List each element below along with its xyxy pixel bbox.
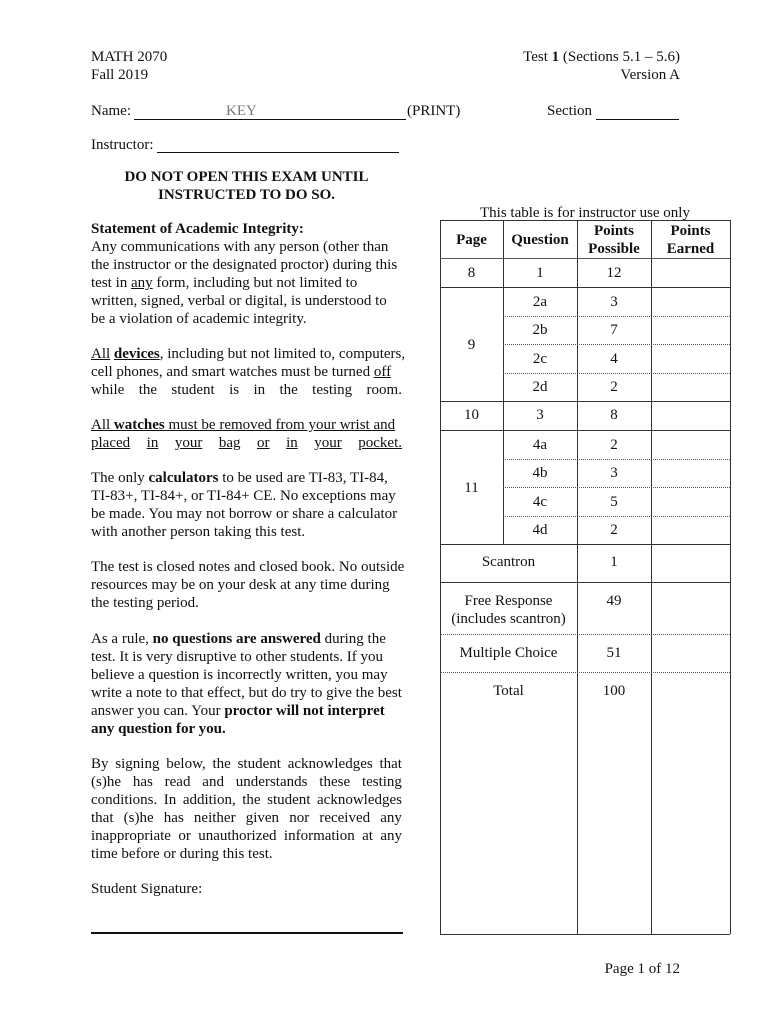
instructor-field[interactable]: [157, 152, 399, 153]
points-cell: 7: [610, 322, 618, 338]
rule-line: any question for you.: [91, 721, 226, 737]
page-cell: 10: [464, 407, 479, 423]
earned-total-cell[interactable]: [652, 673, 730, 933]
points-cell: 4: [610, 351, 618, 367]
header-question: Question: [511, 232, 569, 248]
word: in: [253, 382, 266, 398]
text: to be used are TI-83, TI-84,: [218, 470, 388, 486]
word: neither: [193, 810, 236, 826]
word: student: [171, 382, 215, 398]
warning-line-1: DO NOT OPEN THIS EXAM UNTIL: [124, 169, 369, 185]
word: that: [379, 756, 402, 772]
print-label: (PRINT): [407, 103, 461, 119]
devices-line: [91, 363, 402, 381]
question-cell: 4a: [532, 437, 548, 453]
word: below,: [166, 756, 206, 772]
calculators-line: be made. You may not borrow or share a calculator: [91, 506, 398, 522]
integrity-line: [91, 274, 402, 292]
row-divider: [503, 316, 730, 317]
word: understands: [235, 774, 308, 790]
calculators-paragraph: [91, 469, 402, 541]
word: received: [319, 810, 371, 826]
text: The only: [91, 470, 149, 486]
section-field[interactable]: [596, 119, 679, 120]
earned-cell[interactable]: [652, 259, 730, 287]
rule-line: write a note to that effect, but do try to give the best: [91, 685, 402, 701]
closed-book-paragraph: [91, 558, 405, 612]
points-cell: 5: [610, 494, 618, 510]
word: acknowledges: [317, 792, 402, 808]
word: read: [164, 774, 191, 790]
question-cell: 1: [536, 265, 544, 281]
summary-points: 51: [606, 645, 622, 661]
devices-rest: , including but not limited to, computers,: [159, 346, 406, 362]
integrity-line: written, signed, verbal or digital, is understood to: [91, 293, 387, 309]
word: In: [163, 792, 177, 808]
summary-label: Total: [493, 683, 524, 699]
devices-word: devices: [113, 346, 160, 362]
word: testing: [312, 382, 353, 398]
word: nor: [289, 810, 310, 826]
bold-text: proctor will not interpret: [224, 703, 385, 719]
points-cell: 3: [610, 294, 618, 310]
word: acknowledges: [287, 756, 373, 772]
watches-line: [91, 434, 402, 452]
signing-line: [91, 773, 402, 791]
test-number: 1: [551, 49, 560, 65]
question-cell: 2b: [532, 322, 548, 338]
watches-line: [91, 416, 402, 434]
course-code: MATH 2070: [91, 49, 168, 65]
question-cell: 4c: [532, 494, 548, 510]
points-cell: 8: [610, 407, 618, 423]
page-number: Page 1 of 12: [604, 961, 680, 977]
test-sections: (Sections 5.1 – 5.6): [559, 49, 680, 65]
calculators-line: with another person taking this test.: [91, 524, 306, 540]
integrity-line: be a violation of academic integrity.: [91, 311, 307, 327]
devices-paragraph: [91, 345, 406, 399]
word: that: [91, 810, 114, 826]
watches-all: All: [91, 417, 114, 433]
word: and: [202, 774, 224, 790]
word: is: [229, 382, 240, 398]
word: (s)he: [123, 810, 154, 826]
closed-line: The test is closed notes and closed book. No outside: [91, 559, 405, 575]
word: these: [319, 774, 351, 790]
watches-word: watches: [113, 417, 165, 433]
summary-label: Multiple Choice: [459, 645, 558, 661]
signing-line: [91, 755, 402, 773]
word: or: [178, 828, 191, 844]
signing-line: [91, 809, 402, 827]
word: the: [242, 792, 261, 808]
text: answer you can. Your: [91, 703, 225, 719]
page-cell: 8: [467, 265, 476, 281]
summary-label: Scantron: [481, 554, 536, 570]
signature-label: Student Signature:: [91, 881, 203, 897]
rule-line: [91, 702, 402, 720]
points-cell: 3: [610, 465, 618, 481]
word: room.: [366, 382, 402, 398]
row-divider: [440, 401, 730, 402]
text: during the: [320, 631, 386, 647]
signing-line: time before or during this test.: [91, 846, 273, 862]
word: testing: [361, 774, 402, 790]
word: conditions.: [91, 792, 158, 808]
row-divider: [440, 287, 730, 288]
test-in-text: test in: [91, 275, 131, 291]
row-divider: [503, 373, 730, 374]
header-possible-2: Possible: [588, 241, 640, 257]
word: while: [91, 382, 125, 398]
text: As a rule,: [91, 631, 153, 647]
word: student: [237, 756, 281, 772]
word: inappropriate: [91, 828, 171, 844]
integrity-heading: Statement of Academic Integrity:: [91, 221, 304, 237]
points-cell: 2: [610, 379, 618, 395]
question-cell: 4b: [532, 465, 548, 481]
watches-rest: must be removed from your wrist and: [164, 417, 396, 433]
bold-text: no questions are answered: [152, 631, 321, 647]
table-caption: This table is for instructor use only: [480, 205, 690, 221]
word: information: [283, 828, 355, 844]
row-divider: [440, 544, 730, 545]
question-cell: 2c: [532, 351, 548, 367]
test-title: [523, 48, 680, 66]
header-page: Page: [456, 232, 487, 248]
header-possible-1: Points: [593, 223, 634, 239]
word: or: [257, 435, 270, 451]
signing-paragraph: [91, 755, 402, 863]
section-label: Section: [547, 103, 592, 119]
word: at: [362, 828, 373, 844]
name-field[interactable]: [134, 119, 406, 120]
header-earned-1: Points: [670, 223, 711, 239]
word: the: [138, 382, 158, 398]
page-cell: 9: [467, 337, 476, 353]
term: Fall 2019: [91, 67, 149, 83]
question-cell: 2d: [532, 379, 548, 395]
devices-all: All: [91, 346, 111, 362]
closed-line: the testing period.: [91, 595, 199, 611]
calculators-line: [91, 469, 402, 487]
word: bag: [218, 435, 241, 451]
devices-line2: cell phones, and smart watches must be turned: [91, 364, 374, 380]
word: has: [163, 810, 184, 826]
word: in: [146, 435, 159, 451]
integrity-line: Any communications with any person (other than: [91, 239, 389, 255]
calculators-line: TI-83+, TI-84+, or TI-84+ CE. No exceptions may: [91, 488, 396, 504]
instructor-label: Instructor:: [91, 137, 154, 153]
word: unauthorized: [198, 828, 277, 844]
devices-line: [91, 381, 402, 399]
integrity-line: the instructor or the designated proctor) during this: [91, 257, 398, 273]
word: (s)he: [91, 774, 121, 790]
row-divider: [440, 582, 730, 583]
row-divider: [503, 516, 730, 517]
table-border: [730, 220, 731, 934]
integrity-paragraph: [91, 220, 402, 328]
row-divider: [440, 430, 730, 431]
closed-line: resources may be on your desk at any time during: [91, 577, 390, 593]
word: given: [245, 810, 280, 826]
summary-label: Free Response: [464, 593, 553, 609]
integrity-line-rest: form, including but not limited to: [156, 275, 358, 291]
points-cell: 2: [610, 437, 618, 453]
warning-line-2: INSTRUCTED TO DO SO.: [158, 187, 335, 203]
rule-line: test. It is very disruptive to other students. If you: [91, 649, 384, 665]
row-divider: [440, 634, 730, 635]
word: signing: [115, 756, 160, 772]
word: your: [174, 435, 203, 451]
devices-line: [91, 345, 406, 363]
signature-field[interactable]: [91, 932, 403, 934]
points-cell: 12: [606, 265, 622, 281]
rule-line: [91, 630, 402, 648]
summary-points: 1: [610, 554, 618, 570]
off-word: off: [373, 364, 392, 380]
signing-line: [91, 791, 402, 809]
question-cell: 2a: [532, 294, 548, 310]
name-label: Name:: [91, 103, 131, 119]
word: in: [286, 435, 298, 451]
rule-line: believe a question is incorrectly written, you may: [91, 667, 388, 683]
word: any: [380, 828, 402, 844]
watches-paragraph: [91, 416, 402, 452]
question-cell: 4d: [532, 522, 548, 538]
word: the: [212, 756, 231, 772]
signing-line: [91, 827, 402, 845]
header-earned-2: Earned: [666, 241, 715, 257]
word: your: [314, 435, 342, 451]
row-divider: [503, 459, 730, 460]
question-cell: 3: [536, 407, 544, 423]
word: student: [267, 792, 311, 808]
word: addition,: [182, 792, 236, 808]
page-cell: 11: [464, 480, 479, 496]
points-cell: 2: [610, 522, 618, 538]
rule-paragraph: [91, 630, 402, 738]
summary-points: 49: [606, 593, 622, 609]
word: pocket.: [358, 435, 402, 451]
summary-points: 100: [602, 683, 626, 699]
word: any: [380, 810, 402, 826]
any-text: any: [131, 275, 153, 291]
word: the: [279, 382, 298, 398]
word: By: [91, 756, 109, 772]
table-border: [440, 220, 730, 221]
summary-label: (includes scantron): [451, 611, 566, 627]
row-divider: [503, 344, 730, 345]
name-value: KEY: [226, 103, 257, 119]
word: has: [132, 774, 153, 790]
row-divider: [503, 487, 730, 488]
version: Version A: [620, 67, 680, 83]
table-border: [440, 934, 730, 935]
calculators-word: calculators: [148, 470, 219, 486]
table-border: [440, 220, 441, 934]
test-prefix: Test: [523, 49, 552, 65]
word: placed: [91, 435, 131, 451]
